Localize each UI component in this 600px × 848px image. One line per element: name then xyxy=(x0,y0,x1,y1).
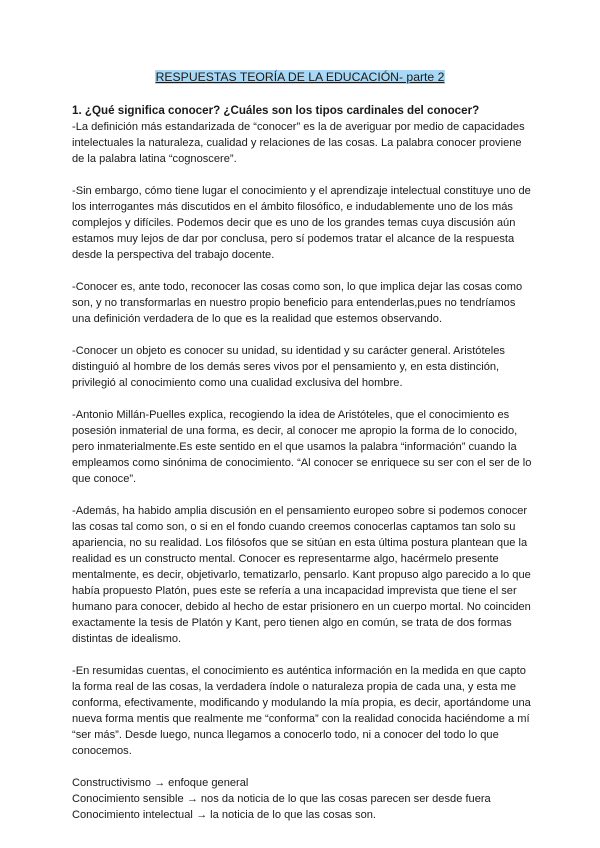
note-line: Constructivismo → enfoque general xyxy=(72,777,249,789)
question-heading: 1. ¿Qué significa conocer? ¿Cuáles son los tipos cardinales del conocer? xyxy=(72,104,480,117)
paragraph: -Conocer es, ante todo, reconocer las cosas como son, lo que implica dejar las cosas como son, y no transformarlas en nuestro propio beneficio para entenderlas,pues no tendríamos una definición verdadera de lo que es la realidad que estemos observando. xyxy=(72,281,523,325)
note-line: Conocimiento intelectual → la noticia de lo que las cosas son. xyxy=(72,809,377,821)
paragraph: -Sin embargo, cómo tiene lugar el conocimiento y el aprendizaje intelectual constituye uno de los interrogantes más discutidos en el ámbito filosófico, e indudablemente uno de los más complejos y difíciles. Podemos decir que es uno de los grandes temas cuya discusión aún estamos muy lejos de dar por conclusa, pero sí podemos tratar el alcance de la respuesta desde la perspectiva del trabajo docente. xyxy=(72,185,531,261)
document-body xyxy=(72,103,534,823)
note-line: Conocimiento sensible → nos da noticia de lo que las cosas parecen ser desde fuera xyxy=(72,793,491,805)
paragraph: -Conocer un objeto es conocer su unidad, su identidad y su carácter general. Aristóteles distinguió al hombre de los demás seres vivos por el pensamiento y, en esta distinción, privilegió al conocimiento como una cualidad exclusiva del hombre. xyxy=(72,345,505,389)
paragraph: -La definición más estandarizada de “conocer” es la de averiguar por medio de capacidades intelectuales la naturaleza, cualidad y relaciones de las cosas. La palabra conocer proviene de la palabra latina “cognoscere”. xyxy=(72,121,525,165)
notes-list xyxy=(72,775,534,823)
paragraph: -En resumidas cuentas, el conocimiento es auténtica información en la medida en que capto la forma real de las cosas, la verdadera índole o naturaleza propia de cada una, y esta me conforma, efectivamente, modificando y modulando la mía propia, es decir, aportándome una nueva forma mentis que realmente me “conforma” con la realidad conocida haciéndome a mí “ser más”. Desde luego, nunca llegamos a conocerlo todo, ni a conocer del todo lo que conocemos. xyxy=(72,665,531,757)
paragraph: -Antonio Millán-Puelles explica, recogiendo la idea de Aristóteles, que el conocimiento es posesión inmaterial de una forma, es decir, al conocer me apropio la forma de lo conocido, pero inmaterialmente.Es este sentido en el que usamos la palabra “información” cuando la empleamos como sinónima de conocimiento. “Al conocer se enriquece su ser con el ser de lo que conoce”. xyxy=(72,409,532,485)
document-title xyxy=(0,70,600,84)
paragraph: -Además, ha habido amplia discusión en el pensamiento europeo sobre si podemos conocer las cosas tal como son, o si en el fondo cuando creemos conocerlas captamos tan solo su apariencia, no su realidad. Los filósofos que se sitúan en esta última postura plantean que la realidad es un constructo mental. Conocer es representarme algo, hacérmelo presente mentalmente, es decir, objetivarlo, tematizarlo, pensarlo. Kant propuso algo parecido a lo que había propuesto Platón, pues este se refería a una incapacidad imprevista que tiene el ser humano para conocer, debido al hecho de estar prisionero en un cuerpo mortal. No coinciden exactamente la tesis de Platón y Kant, pero tienen algo en común, se trata de dos formas distintas de idealismo. xyxy=(72,505,531,645)
document-title-text: RESPUESTAS TEORÍA DE LA EDUCACIÓN- parte 2 xyxy=(155,70,445,84)
